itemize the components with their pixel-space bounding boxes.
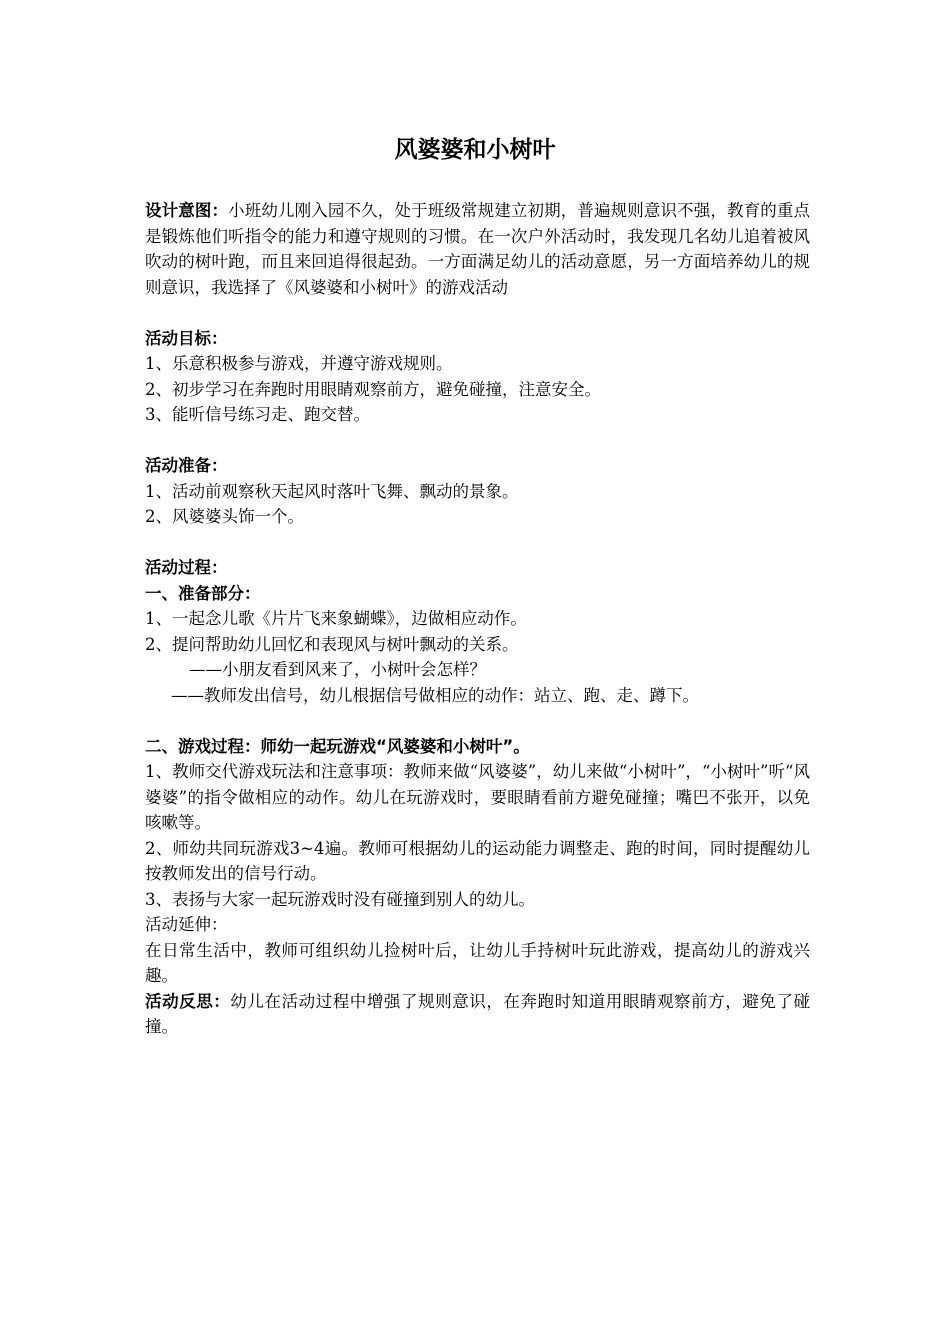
part1-question: ——小朋友看到风来了，小树叶会怎样？ [189,660,486,679]
document-title: 风婆婆和小树叶 [394,137,556,163]
reflection-paragraph [145,989,810,1040]
part2-item: 3、表扬与大家一起玩游戏时没有碰撞到别人的幼儿。 [145,889,535,909]
part1-item: 2、提问帮助幼儿回忆和表现风与树叶飘动的关系。 [145,634,519,654]
prep-item: 2、风婆婆头饰一个。 [145,507,304,526]
document-body [145,198,810,1040]
part1-heading: 一、准备部分： [145,583,261,603]
process-heading: 活动过程： [145,558,228,577]
goals-heading: 活动目标： [145,328,228,348]
goal-item: 2、初步学习在奔跑时用眼睛观察前方，避免碰撞，注意安全。 [145,379,601,399]
design-intent-text: 小班幼儿刚入园不久，处于班级常规建立初期，普遍规则意识不强，教育的重点是锻炼他们听指令的能力和遵守规则的习惯。在一次户外活动时，我发现几名幼儿追着被风吹动的树叶跑，而且来回追得很起劲。一方面满足幼儿的活动意愿，另一方面培养幼儿的规则意识，我选择了《风婆婆和小树叶》的游戏活动 [145,201,811,297]
part1-item: 1、一起念儿歌《片片飞来象蝴蝶》，边做相应动作。 [145,609,527,628]
reflection-text: 幼儿在活动过程中增强了规则意识，在奔跑时知道用眼睛观察前方，避免了碰撞。 [145,991,811,1036]
goal-item: 1、乐意积极参与游戏，并遵守游戏规则。 [145,354,453,373]
extension-text: 在日常生活中，教师可组织幼儿捡树叶后，让幼儿手持树叶玩此游戏，提高幼儿的游戏兴趣。 [145,940,810,985]
extension-heading: 活动延伸： [145,915,228,934]
prep-heading: 活动准备： [145,456,228,475]
goal-item: 3、能听信号练习走、跑交替。 [145,405,370,424]
design-intent-label: 设计意图： [145,201,229,220]
part2-item: 1、教师交代游戏玩法和注意事项：教师来做“风婆婆”，幼儿来做“小树叶”，“小树叶”听“风婆婆”的指令做相应的动作。幼儿在玩游戏时，要眼睛看前方避免碰撞；嘴巴不张开，以免咳嗽等。 [145,762,810,832]
spacer [145,428,810,454]
part2-heading: 二、游戏过程：师幼一起玩游戏“风婆婆和小树叶”。 [145,736,530,756]
part1-instruction: ——教师发出信号，幼儿根据信号做相应的动作：站立、跑、走、蹲下。 [171,685,699,705]
part2-item: 2、师幼共同玩游戏3~4遍。教师可根据幼儿的运动能力调整走、跑的时间，同时提醒幼儿按教师发出的信号行动。 [145,838,810,883]
spacer [145,530,810,556]
prep-item: 1、活动前观察秋天起风时落叶飞舞、飘动的景象。 [145,481,519,501]
spacer [145,300,810,326]
spacer [145,708,810,734]
reflection-label: 活动反思： [145,991,231,1011]
design-intent-paragraph [145,198,810,300]
